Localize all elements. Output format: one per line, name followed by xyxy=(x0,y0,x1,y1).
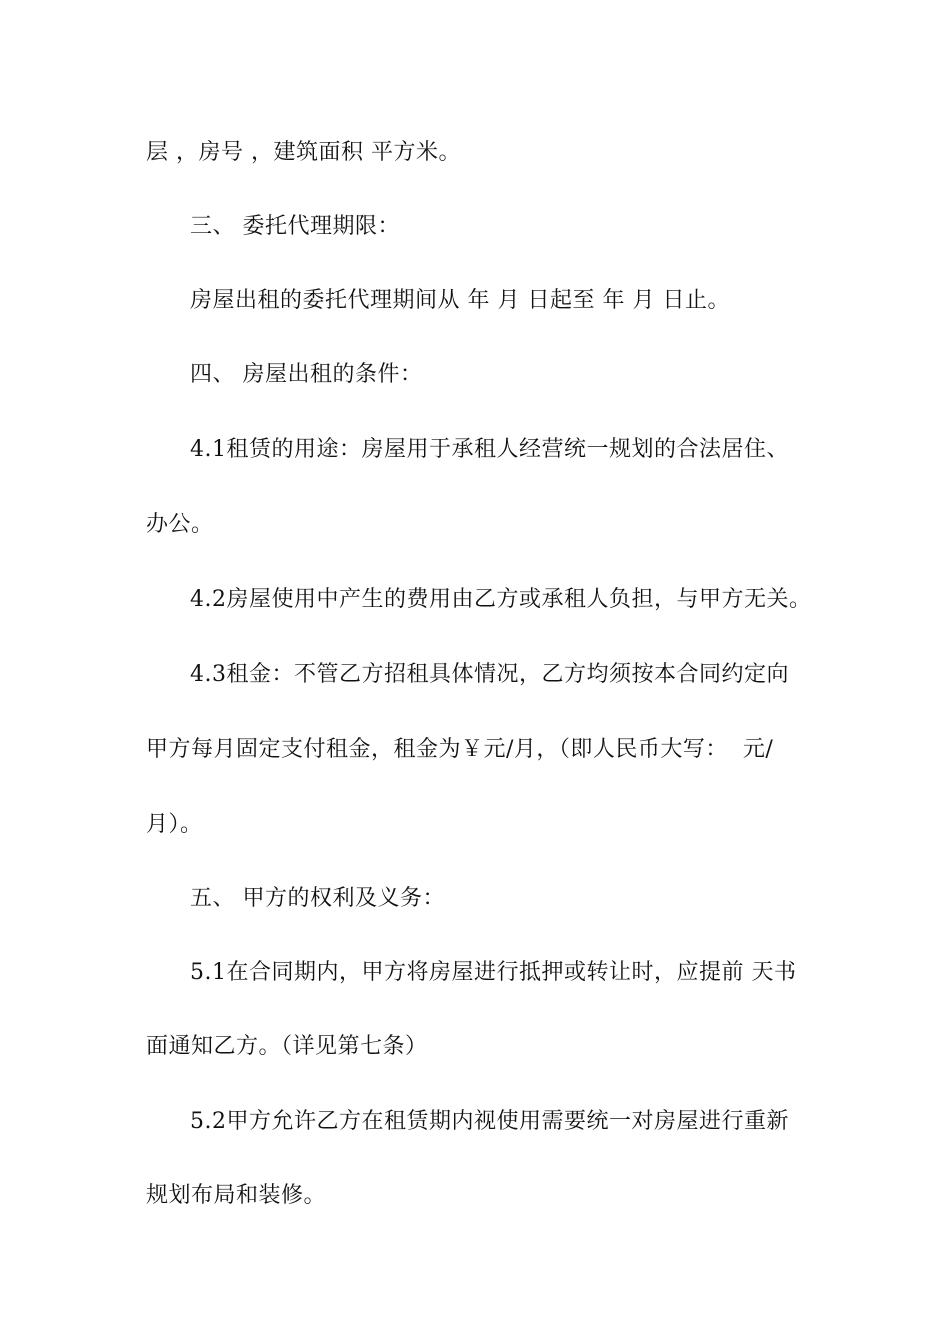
text-line: 面通知乙方。（详见第七条） xyxy=(146,1034,428,1059)
clause-line: 4.1租赁的用途：房屋用于承租人经营统一规划的合法居住、 xyxy=(190,437,789,462)
section-heading: 三、 委托代理期限： xyxy=(190,214,400,239)
section-heading: 五、 甲方的权利及义务： xyxy=(190,886,445,911)
clause-line: 4.2房屋使用中产生的费用由乙方或承租人负担，与甲方无关。 xyxy=(190,587,812,612)
text-line: 房屋出租的委托代理期间从 年 月 日起至 年 月 日止。 xyxy=(190,288,730,313)
clause-line: 4.3租金：不管乙方招租具体情况，乙方均须按本合同约定向 xyxy=(190,662,789,687)
clause-line: 5.1在合同期内，甲方将房屋进行抵押或转让时，应提前 天书 xyxy=(190,960,797,985)
text-line: 月）。 xyxy=(146,812,203,837)
text-line: 层 ，房号 ，建筑面积 平方米。 xyxy=(146,140,461,165)
section-heading: 四、 房屋出租的条件： xyxy=(190,362,423,387)
text-line: 办公。 xyxy=(146,512,214,537)
text-line: 规划布局和装修。 xyxy=(146,1183,327,1208)
clause-line: 5.2甲方允许乙方在租赁期内视使用需要统一对房屋进行重新 xyxy=(190,1109,789,1134)
text-line: 甲方每月固定支付租金，租金为￥元/月，（即人民币大写： 元/ xyxy=(146,737,774,762)
